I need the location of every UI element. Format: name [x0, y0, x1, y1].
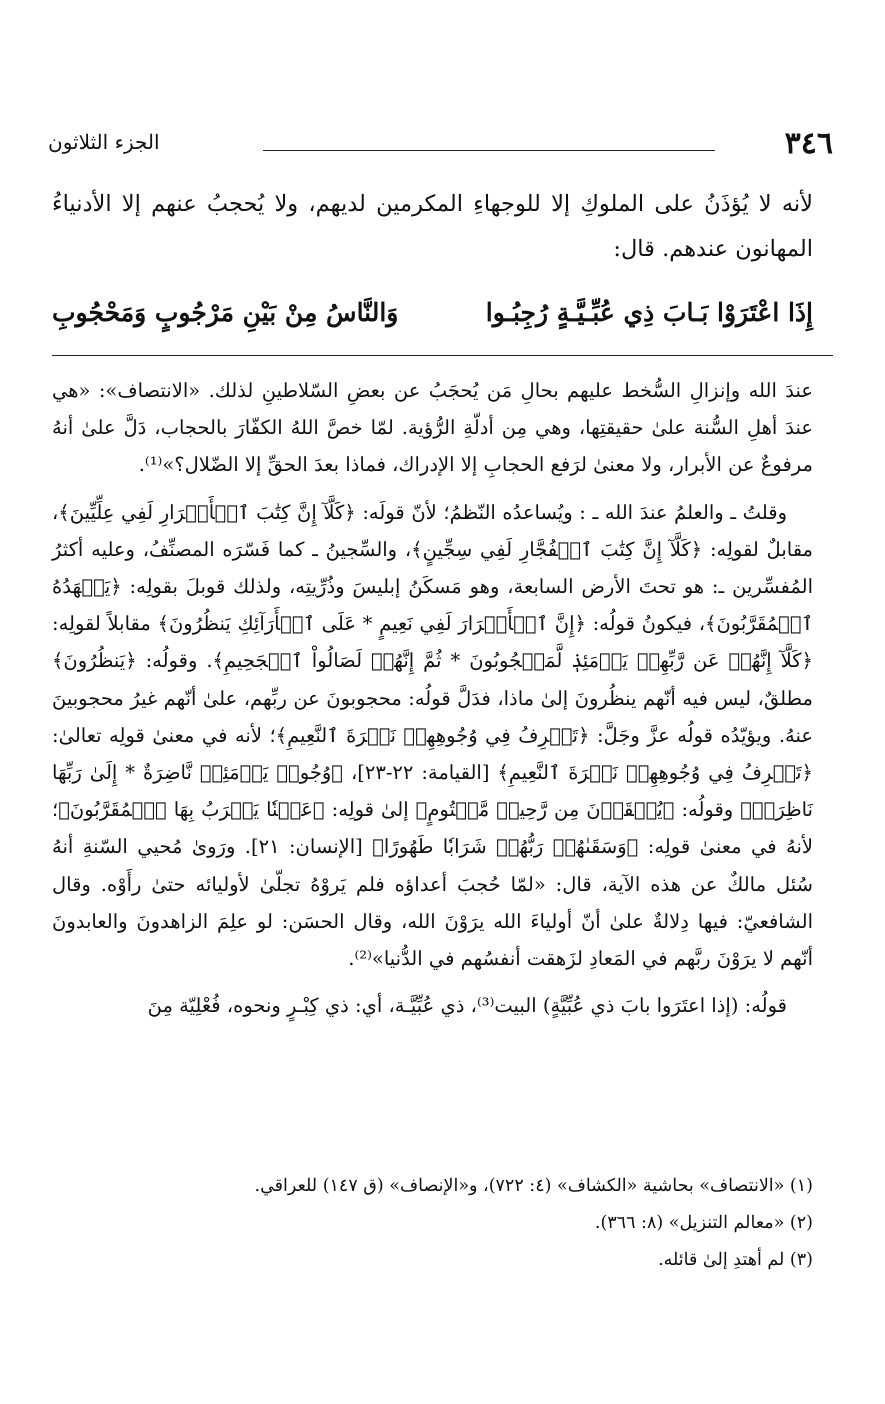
commentary-body [52, 372, 813, 1034]
running-title: الجزء الثلاثون [48, 130, 160, 154]
page-number: ٣٤٦ [784, 126, 833, 161]
header-rule [263, 150, 715, 151]
footnotes [52, 1168, 813, 1279]
footnote-item: (٣) لم أهتدِ إلىٰ قائله. [658, 1250, 813, 1270]
poetry-verse [52, 292, 813, 340]
commentary-paragraph: عندَ الله وإنزالِ السُّخط عليهم بحالِ مَن يُحجَبُ عن بعضِ السّلاطينِ لذلك. «الانتصاف»: «هي عندَ أهلِ السُّنة علىٰ حقيقتِها، وهي مِن أدلّةِ الرُّؤية. لمّا خصَّ اللهُ الكفّارَ بالحجاب، دَلَّ علىٰ أنهُ مرفوعٌ عن الأبرار، ولا معنىٰ لرَفع الحجابِ إلا الإدراك، فماذا بعدَ الحقِّ إلا الضّلال؟»⁽¹⁾. [52, 379, 813, 477]
quoted-text-block: لأنه لا يُؤذَنُ على الملوكِ إلا للوجهاءِ المكرمين لديهم، ولا يُحجبُ عنهم إلا الأدنياءُ المهانون عندهم. قال: [52, 191, 813, 262]
footnote-item: (١) «الانتصاف» بحاشية «الكشاف» (٤: ٧٢٢)، و«الإنصاف» (ق ١٤٧) للعراقي. [254, 1176, 813, 1196]
commentary-paragraph: وقلتُ ـ والعلمُ عندَ الله ـ : ويُساعدُه النّظمُ؛ لأنّ قولَه: ﴿كَلَّآ إِنَّ كِتَٰبَ ٱلۡأَبۡرَارِ لَفِي عِلِّيِّينَ﴾، مقابلٌ لقولِه: ﴿كَلَّآ إِنَّ كِتَٰبَ ٱلۡفُجَّارِ لَفِي سِجِّينٍ﴾، والسِّجينُ ـ كما فَسّرَه المصنِّفُ، وعليه أكثرُ المُفسِّرين ـ: هو تحتَ الأرض السابعة، وهو مَسكَنُ إبليسَ وذُرِّيتِه، ولذلك قوبلَ بقولِه: ﴿يَشۡهَدُهُ ٱلۡمُقَرَّبُونَ﴾، فيكونُ قولُه: ﴿إِنَّ ٱلۡأَبۡرَارَ لَفِي نَعِيمٍ * عَلَى ٱلۡأَرَآئِكِ يَنظُرُونَ﴾ مقابلاً لقولِه: ﴿كَلَّآ إِنَّهُمۡ عَن رَّبِّهِمۡ يَوۡمَئِذٖ لَّمَحۡجُوبُونَ * ثُمَّ إِنَّهُمۡ لَصَالُواْ ٱلۡجَحِيمِ﴾. وقولُه: ﴿يَنظُرُونَ﴾ مطلقٌ، ليس فيه أنّهم ينظُرونَ إلىٰ ماذا، فدَلَّ قولُه: محجوبونَ عن ربِّهم، علىٰ أنّهم غيرُ محجوبينَ عنهُ. ويؤيّدُه قولُه عزَّ وجَلَّ: ﴿تَعۡرِفُ فِي وُجُوهِهِمۡ نَضۡرَةَ ٱلنَّعِيمِ﴾؛ لأنه في معنىٰ قولِه تعالىٰ: ﴿تَعۡرِفُ فِي وُجُوهِهِمۡ نَضۡرَةَ ٱلنَّعِيمِ﴾ [القيامة: ٢٢-٢٣]، ﴿وُجُوهٞ يَوۡمَئِذٖ نَّاضِرَةٌ * إِلَىٰ رَبِّهَا نَاظِرَةٞ﴾ وقولُه: ﴿يُسۡقَوۡنَ مِن رَّحِيقٖ مَّخۡتُومٍ﴾ إلىٰ قولِه: ﴿عَيۡنٗا يَشۡرَبُ بِهَا ٱلۡمُقَرَّبُونَ﴾؛ لأنهُ في معنىٰ قولِه: ﴿وَسَقَىٰهُمۡ رَبُّهُمۡ شَرَابٗا طَهُورًا﴾ [الإنسان: ٢١]. ورَوىٰ مُحيي السّنةِ أنهُ سُئل مالكٌ عن هذه الآية، قال: «لمّا حُجبَ أعداؤه فلم يَروْهُ تجلّىٰ لأوليائه حتىٰ رأَوْه. وقال الشافعيّ: فيها دِلالةٌ علىٰ أنّ أولياءَ الله يرَوْنَ الله، وقال الحسَن: لو علِمَ الزاهدونَ والعابدونَ أنّهم لا يرَوْنَ ربَّهم في المَعادِ لزَهقت أنفسُهم في الدُّنيا»⁽²⁾. [52, 500, 813, 971]
section-divider [52, 355, 833, 356]
verse-second-hemistich: وَالنَّاسُ مِنْ بَيْنِ مَرْجُوبٍ وَمَحْجُوبِ [52, 298, 399, 327]
commentary-paragraph: قولُه: (إذا اعتَرَوا بابَ ذي عُبِّيَّةٍ) البيت⁽³⁾، ذي عُبِّيَّـة، أي: ذي كِبْـرٍ ونحوه، فُعْلِيّة مِنَ [147, 994, 787, 1018]
verse-first-hemistich: إِذَا اعْتَرَوْا بَـابَ ذِي عُبِّـيَّـةٍ رُجِبُـوا [485, 298, 813, 327]
page-header [48, 126, 833, 170]
footnote-item: (٢) «معالم التنزيل» (٨: ٣٦٦). [594, 1213, 813, 1233]
